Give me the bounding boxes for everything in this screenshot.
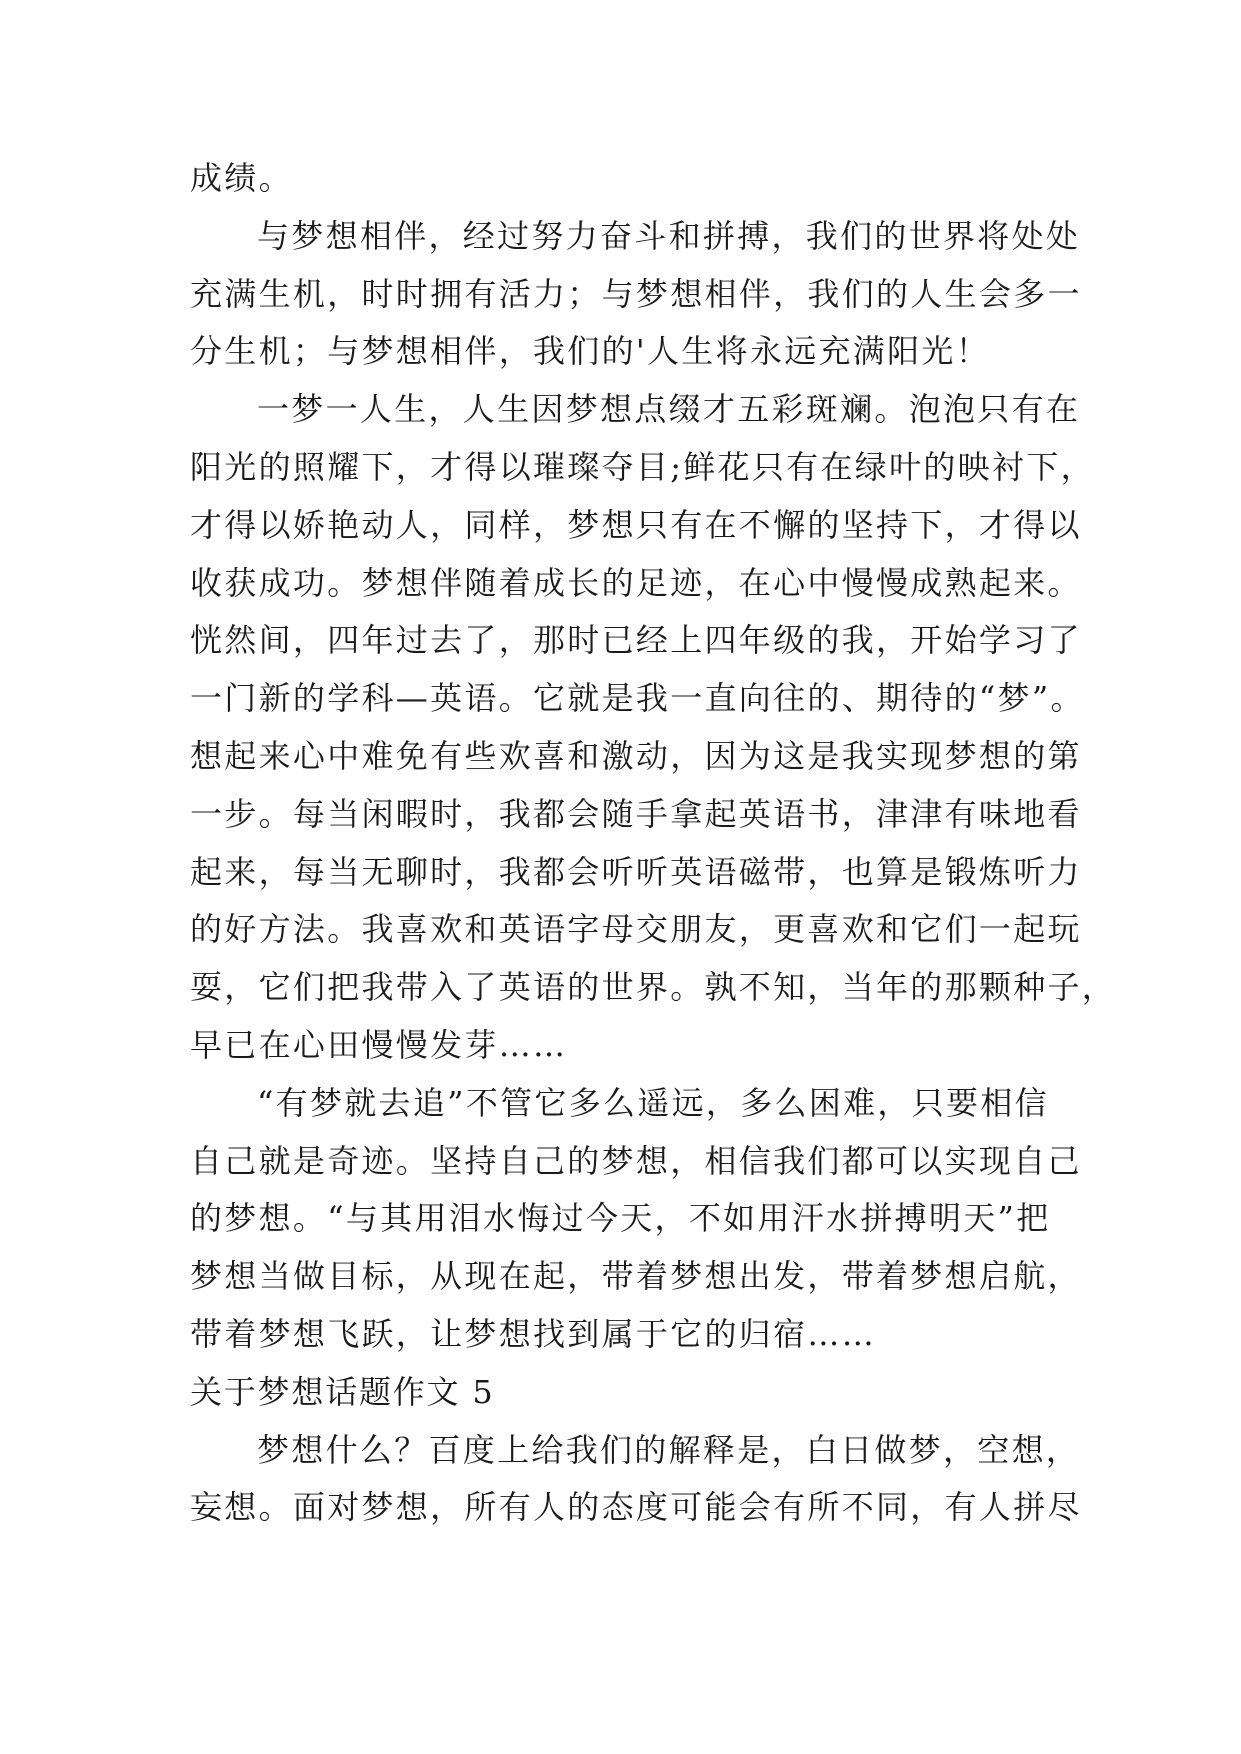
text-line: 恍然间，四年过去了，那时已经上四年级的我，开始学习了 xyxy=(190,621,1082,660)
text-line: 与梦想相伴，经过努力奋斗和拼搏，我们的世界将处处 xyxy=(257,216,1081,255)
text-line: 妄想。面对梦想，所有人的态度可能会有所不同，有人拼尽 xyxy=(190,1488,1082,1527)
text-line: 充满生机，时时拥有活力；与梦想相伴，我们的人生会多一 xyxy=(190,274,1082,313)
text-line: 成绩。 xyxy=(190,159,293,197)
text-line: 带着梦想飞跃，让梦想找到属于它的归宿…… xyxy=(190,1314,877,1353)
text-line: 阳光的照耀下，才得以璀璨夺目;鲜花只有在绿叶的映衬下， xyxy=(190,447,1095,486)
text-line: 分生机；与梦想相伴，我们的'人生将永远充满阳光！ xyxy=(190,332,990,371)
text-line: 的好方法。我喜欢和英语字母交朋友，更喜欢和它们一起玩 xyxy=(190,910,1082,949)
text-line: 收获成功。梦想伴随着成长的足迹，在心中慢慢成熟起来。 xyxy=(190,563,1082,602)
section-heading: 关于梦想话题作文 5 xyxy=(190,1372,495,1411)
text-line: 一梦一人生，人生因梦想点缀才五彩斑斓。泡泡只有在 xyxy=(257,390,1081,429)
text-line: 想起来心中难免有些欢喜和激动，因为这是我实现梦想的第 xyxy=(190,736,1082,775)
text-line: 早已在心田慢慢发芽…… xyxy=(190,1025,568,1064)
text-line: 一步。每当闲暇时，我都会随手拿起英语书，津津有味地看 xyxy=(190,794,1082,833)
text-line: 一门新的学科—英语。它就是我一直向往的、期待的“梦”。 xyxy=(190,679,1085,718)
text-line: 起来，每当无聊时，我都会听听英语磁带，也算是锻炼听力 xyxy=(190,852,1082,891)
essay-body xyxy=(190,150,1117,1537)
text-line: 才得以娇艳动人，同样，梦想只有在不懈的坚持下，才得以 xyxy=(190,505,1082,544)
text-line: 耍，它们把我带入了英语的世界。孰不知，当年的那颗种子， xyxy=(190,968,1117,1007)
text-line: 的梦想。“与其用泪水悔过今天，不如用汗水拼搏明天”把 xyxy=(190,1199,1051,1238)
text-line: 梦想当做目标，从现在起，带着梦想出发，带着梦想启航， xyxy=(190,1257,1082,1296)
text-line: 梦想什么？百度上给我们的解释是，白日做梦，空想， xyxy=(257,1430,1081,1469)
text-line: “有梦就去追”不管它多么遥远，多么困难，只要相信 xyxy=(257,1083,1049,1122)
text-line: 自己就是奇迹。坚持自己的梦想，相信我们都可以实现自己 xyxy=(190,1141,1082,1180)
